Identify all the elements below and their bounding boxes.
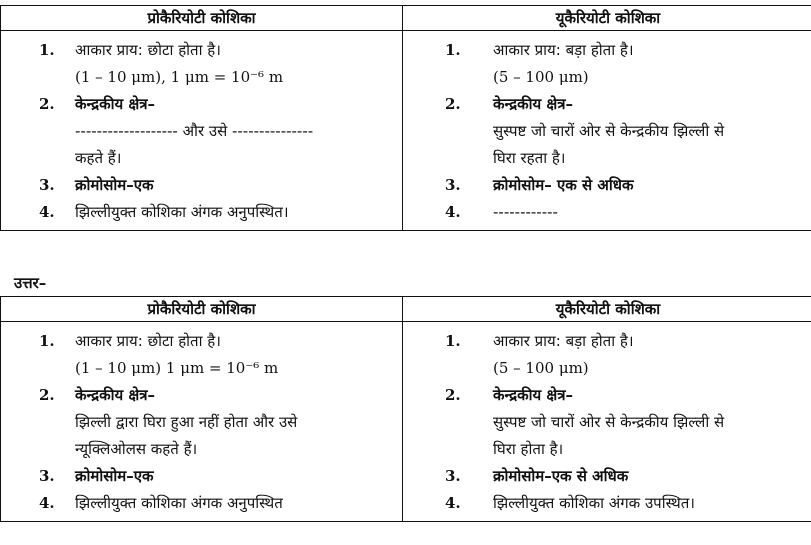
item-text: (5 – 100 μm) <box>493 359 589 377</box>
item-text: घिरा रहता है। <box>493 149 566 167</box>
list-item <box>1 199 402 226</box>
item-number: 1. <box>445 41 461 59</box>
list-item <box>403 172 811 199</box>
item-text: केन्द्रकीय क्षेत्र– <box>493 386 573 404</box>
item-text: केन्द्रकीय क्षेत्र– <box>75 95 155 113</box>
answer-left-cell <box>1 322 403 522</box>
question-table <box>0 5 811 231</box>
list-item <box>403 328 811 355</box>
item-text: झिल्लीयुक्त कोशिका अंगक उपस्थित। <box>493 494 695 512</box>
list-item <box>403 355 811 382</box>
list-item <box>1 328 402 355</box>
item-number: 1. <box>445 332 461 350</box>
item-number: 3. <box>445 176 461 194</box>
item-text: आकार प्राय: छोटा होता है। <box>75 332 221 350</box>
item-number: 2. <box>445 95 461 113</box>
item-text: क्रोमोसोम– एक से अधिक <box>493 176 634 194</box>
list-item <box>1 64 402 91</box>
list-item <box>403 463 811 490</box>
item-text: आकार प्राय: बड़ा होता है। <box>493 332 634 350</box>
list-item <box>403 37 811 64</box>
list-item <box>403 64 811 91</box>
list-item <box>403 118 811 145</box>
list-item <box>1 172 402 199</box>
list-item <box>1 409 402 436</box>
item-text: (1 – 10 μm) 1 μm = 10⁻⁶ m <box>75 359 279 377</box>
item-text: (1 – 10 μm), 1 μm = 10⁻⁶ m <box>75 68 284 86</box>
item-number: 2. <box>39 95 55 113</box>
item-text: झिल्लीयुक्त कोशिका अंगक अनुपस्थित। <box>75 203 289 221</box>
item-text: झिल्लीयुक्त कोशिका अंगक अनुपस्थित <box>75 494 283 512</box>
list-item <box>403 91 811 118</box>
answer-table <box>0 296 811 522</box>
item-text: केन्द्रकीय क्षेत्र– <box>75 386 155 404</box>
list-item <box>1 145 402 172</box>
list-item <box>403 145 811 172</box>
item-text: सुस्पष्ट जो चारों ओर से केन्द्रकीय झिल्ली से <box>493 122 725 140</box>
answer-label: उत्तर– <box>14 274 47 292</box>
item-number: 2. <box>39 386 55 404</box>
item-number: 3. <box>39 176 55 194</box>
item-number: 4. <box>445 203 461 221</box>
item-number: 4. <box>39 203 55 221</box>
list-item <box>1 490 402 517</box>
item-text: केन्द्रकीय क्षेत्र– <box>493 95 573 113</box>
item-text: क्रोमोसोम–एक <box>75 467 154 485</box>
item-text: ------------------- और उसे --------------- <box>75 122 314 140</box>
item-text: (5 – 100 μm) <box>493 68 589 86</box>
answer-header-eukaryotic: यूकैरियोटी कोशिका <box>403 297 811 322</box>
item-text: न्यूक्लिओलस कहते हैं। <box>75 440 198 458</box>
answer-right-cell <box>403 322 811 522</box>
list-item <box>1 118 402 145</box>
list-item <box>403 436 811 463</box>
item-number: 3. <box>39 467 55 485</box>
item-number: 1. <box>39 41 55 59</box>
question-left-cell <box>1 31 403 231</box>
list-item <box>1 382 402 409</box>
item-text: ------------ <box>493 203 558 221</box>
list-item <box>1 436 402 463</box>
list-item <box>1 463 402 490</box>
answer-header-prokaryotic: प्रोकैरियोटी कोशिका <box>1 297 403 322</box>
item-number: 4. <box>445 494 461 512</box>
item-text: सुस्पष्ट जो चारों ओर से केन्द्रकीय झिल्ली से <box>493 413 725 431</box>
item-text: कहते हैं। <box>75 149 122 167</box>
item-text: क्रोमोसोम–एक <box>75 176 154 194</box>
item-text: आकार प्राय: छोटा होता है। <box>75 41 221 59</box>
item-text: क्रोमोसोम–एक से अधिक <box>493 467 629 485</box>
item-number: 1. <box>39 332 55 350</box>
question-header-prokaryotic: प्रोकैरियोटी कोशिका <box>1 6 403 31</box>
item-number: 2. <box>445 386 461 404</box>
list-item <box>403 409 811 436</box>
list-item <box>1 91 402 118</box>
list-item <box>1 37 402 64</box>
question-header-eukaryotic: यूकैरियोटी कोशिका <box>403 6 811 31</box>
question-right-cell <box>403 31 811 231</box>
item-text: घिरा होता है। <box>493 440 564 458</box>
list-item <box>403 382 811 409</box>
item-number: 4. <box>39 494 55 512</box>
item-text: झिल्ली द्वारा घिरा हुआ नहीं होता और उसे <box>75 413 298 431</box>
list-item <box>403 490 811 517</box>
item-text: आकार प्राय: बड़ा होता है। <box>493 41 634 59</box>
list-item <box>1 355 402 382</box>
item-number: 3. <box>445 467 461 485</box>
list-item <box>403 199 811 226</box>
